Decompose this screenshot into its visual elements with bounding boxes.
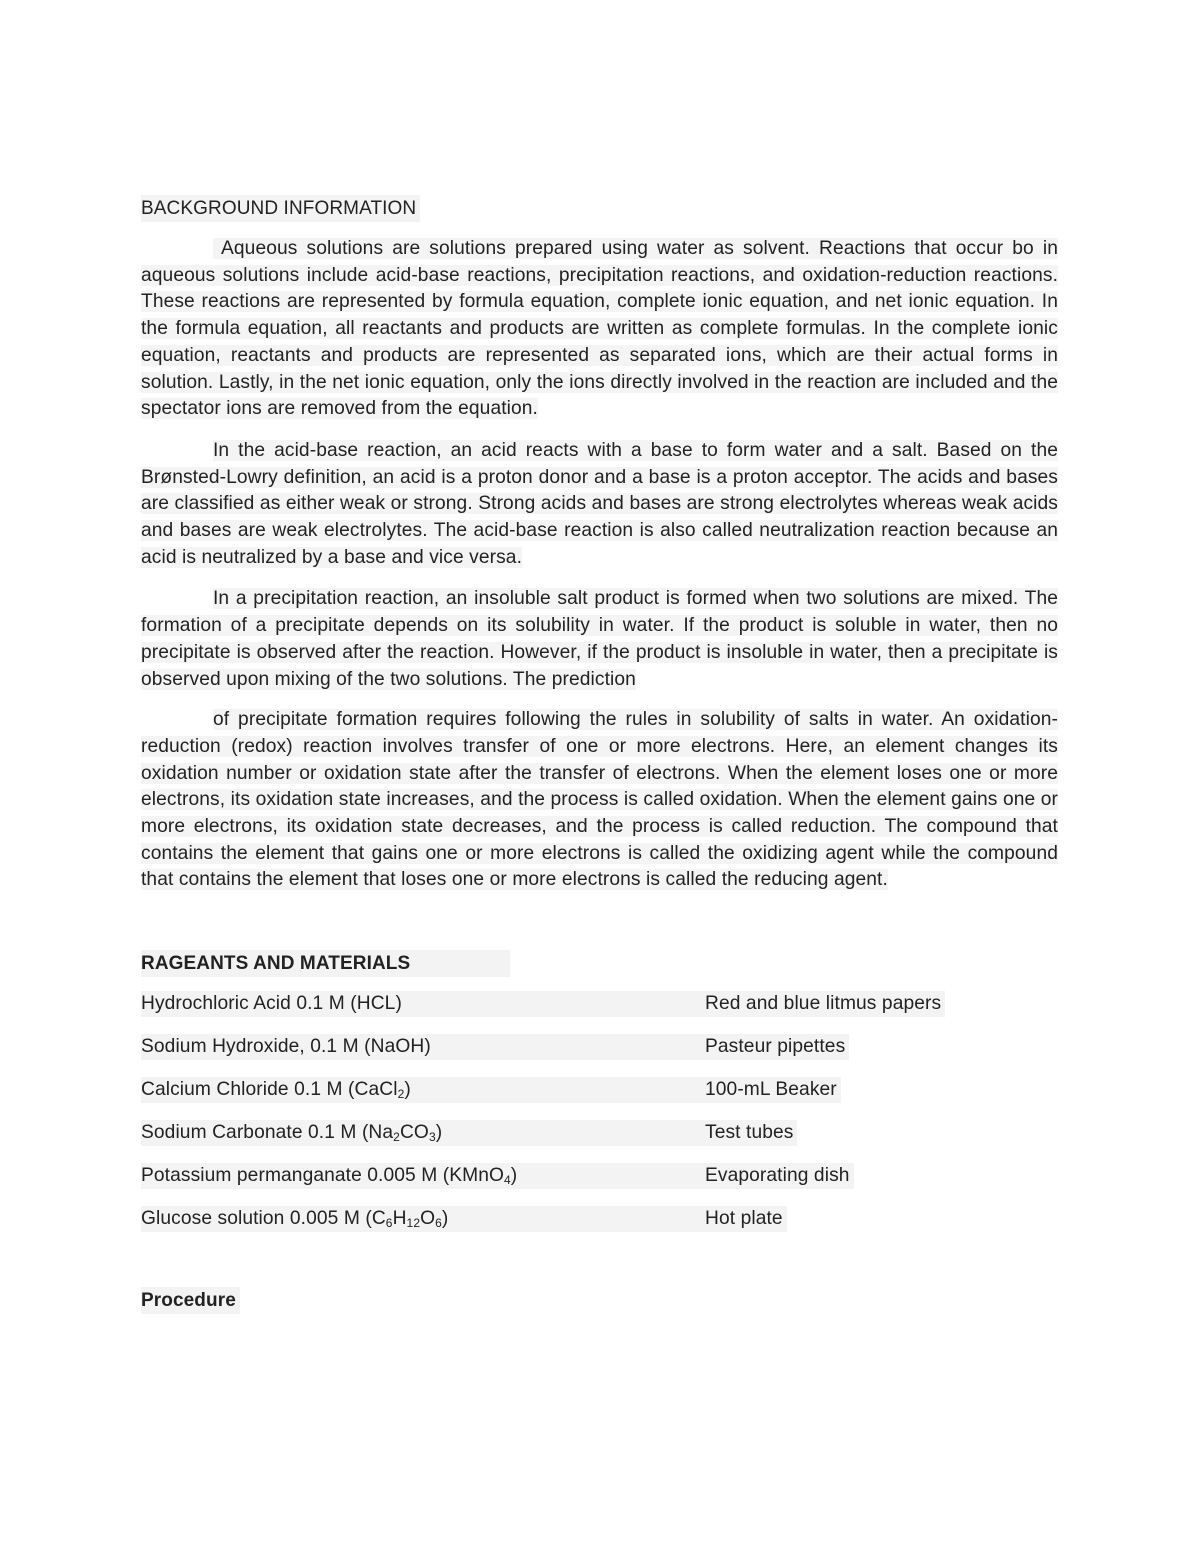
reagent-item: Calcium Chloride 0.1 M (CaCl$_2$) [141,1077,705,1103]
materials-row [141,991,1058,1034]
background-paragraph-1: Aqueous solutions are solutions prepared using water as solvent. Reactions that occur bo in aqueous solutions include acid-base reactions, precipitation reactions, and oxidation-reduction reactions. These reactions are represented by formula equation, complete ionic equation, and net ionic equation. In the formula equation, all reactants and products are written as complete formulas. In the complete ionic equation, reactants and products are represented as separated ions, which are their actual forms in solution. Lastly, in the net ionic equation, only the ions directly involved in the reaction are included and the spectator ions are removed from the equation. [141,238,1058,420]
materials-row [141,1077,1058,1120]
equipment-item: 100-mL Beaker [705,1077,841,1103]
background-heading: BACKGROUND INFORMATION [141,195,1058,222]
equipment-item: Pasteur pipettes [705,1034,849,1060]
document-page [141,195,1058,1314]
equipment-item: Evaporating dish [705,1163,854,1189]
materials-list [141,991,1058,1249]
background-paragraph-3: In a precipitation reaction, an insoluble salt product is formed when two solutions are mixed. The formation of a precipitate depends on its solubility in water. If the product is soluble in water, then no precipitate is observed after the reaction. However, if the product is insoluble in water, then a precipitate is observed upon mixing of the two solutions. The prediction [141,588,1058,690]
reagent-item: Glucose solution 0.005 M $(C_6H_{12}O_6)$ [141,1206,705,1232]
materials-row [141,1163,1058,1206]
background-paragraph-4: of precipitate formation requires following the rules in solubility of salts in water. An oxidation-reduction (redox) reaction involves transfer of one or more electrons. Here, an element changes its oxidation number or oxidation state after the transfer of electrons. When the element loses one or more electrons, its oxidation state increases, and the process is called oxidation. When the element gains one or more electrons, its oxidation state decreases, and the process is called reduction. The compound that contains the element that gains one or more electrons is called the oxidizing agent while the compound that contains the element that loses one or more electrons is called the reducing agent. [141,709,1058,891]
materials-heading: RAGEANTS AND MATERIALS [141,950,510,977]
materials-row [141,1120,1058,1163]
reagent-item: Sodium Hydroxide, 0.1 M (NaOH) [141,1034,705,1060]
procedure-heading: Procedure [141,1287,1058,1314]
equipment-item: Test tubes [705,1120,797,1146]
materials-row [141,1206,1058,1249]
reagent-item: Hydrochloric Acid 0.1 M (HCL) [141,991,705,1017]
materials-row [141,1034,1058,1077]
reagent-item: Sodium Carbonate 0.1 M $(Na_2CO_3)$ [141,1120,705,1146]
background-paragraph-2: In the acid-base reaction, an acid reacts with a base to form water and a salt. Based on the Brønsted-Lowry definition, an acid is a proton donor and a base is a proton acceptor. The acids and bases are classified as either weak or strong. Strong acids and bases are strong electrolytes whereas weak acids and bases are weak electrolytes. The acid-base reaction is also called neutralization reaction because an acid is neutralized by a base and vice versa. [141,439,1058,568]
equipment-item: Hot plate [705,1206,787,1232]
reagent-item: Potassium permanganate 0.005 M (KMnO$_4$) [141,1163,705,1189]
equipment-item: Red and blue litmus papers [705,991,945,1017]
